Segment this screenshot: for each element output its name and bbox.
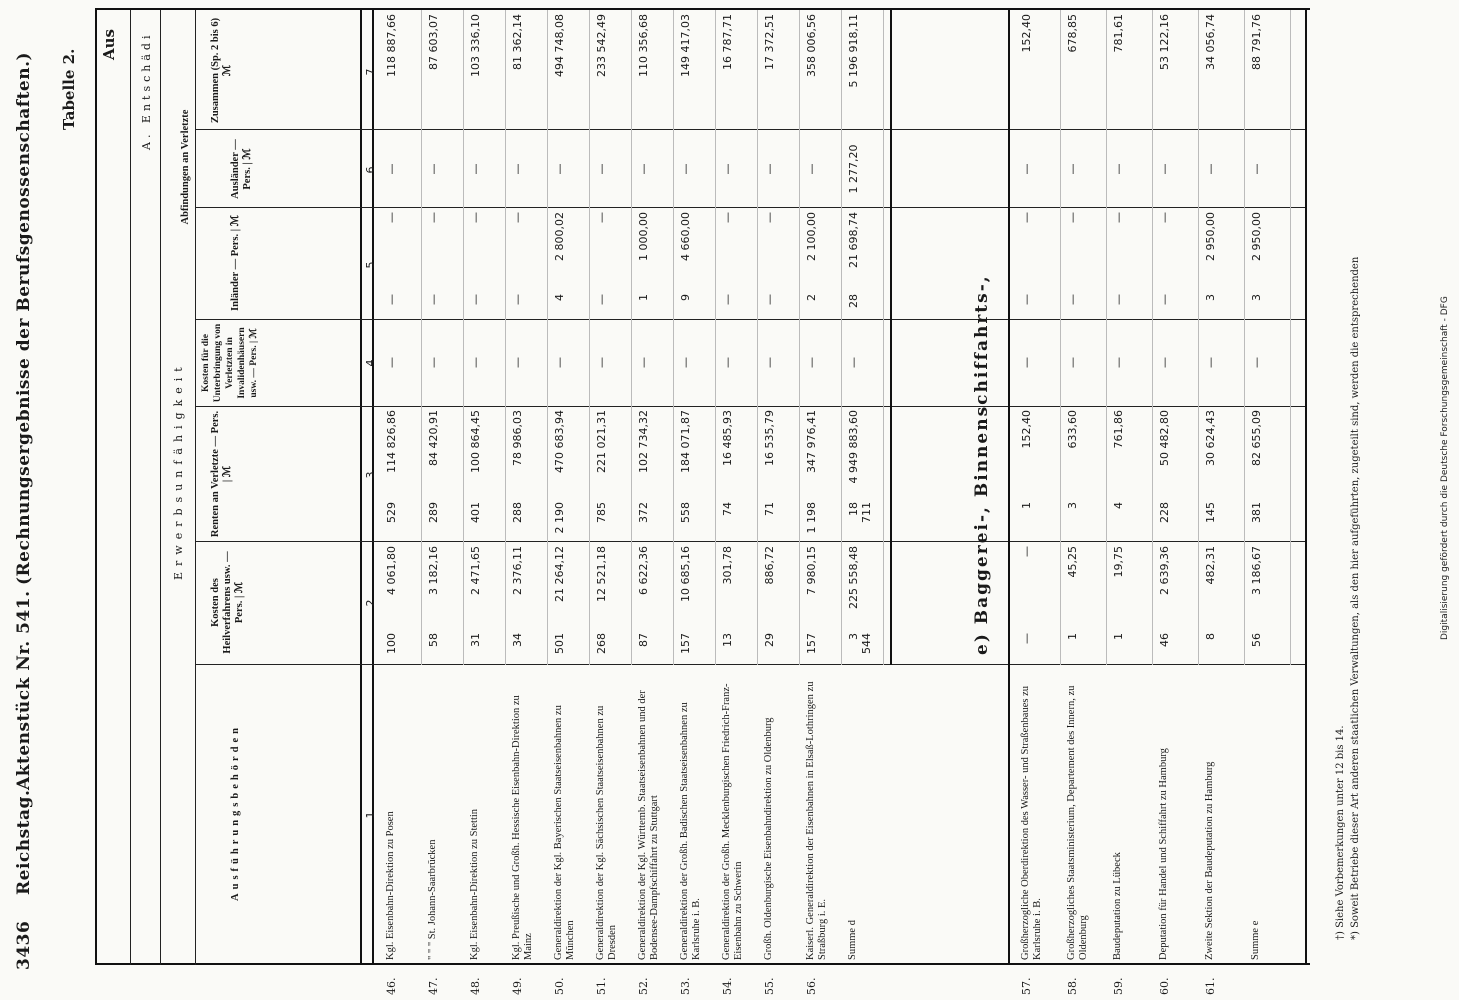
cell-c3-persons: 785 (595, 502, 608, 523)
cell-c5-persons: 2 (805, 294, 818, 301)
cell-c7-total: 358 006,56 (805, 14, 818, 77)
row-authority-name: Großherzogliche Oberdirektion des Wasser- und Straßenbaues zu Karlsruhe i. B. (1020, 686, 1043, 960)
cell-c6: — (1066, 163, 1079, 175)
cell-c7-total: 110 356,68 (637, 14, 650, 77)
cell-c6: — (805, 163, 818, 175)
cell-c2-amount: 19,75 (1112, 546, 1125, 578)
cell-c5-persons: 3 (1204, 294, 1217, 301)
cell-c5-persons: — (427, 294, 440, 305)
cell-c5-amount: — (595, 212, 608, 223)
row-number: 59. (1112, 977, 1125, 995)
cell-c5-amount: — (1020, 212, 1033, 223)
cell-c2-amount: 301,78 (721, 546, 734, 585)
cell-c3-amount: 470 683,94 (553, 410, 566, 473)
cell-c7-total: 87 603,07 (427, 14, 440, 70)
cell-c6: — (595, 163, 608, 175)
row-authority-name: Generaldirektion der Großh. Badischen Staatseisenbahnen zu Karlsruhe i. B. (679, 702, 702, 960)
row-authority-name: Kgl. Eisenbahn-Direktion zu Stettin (469, 808, 480, 960)
cell-c5-amount: 2 800,02 (553, 212, 566, 261)
cell-c5-amount: — (511, 212, 524, 223)
cell-c6: — (1158, 163, 1171, 175)
cell-c2-amount: 12 521,18 (595, 546, 608, 602)
cell-c6: — (553, 163, 566, 175)
cell-c2-amount: 45,25 (1066, 546, 1079, 578)
cell-c7-total: 118 887,66 (385, 14, 398, 77)
section-aus: Aus (100, 29, 118, 60)
row-number: 61. (1204, 977, 1217, 995)
cell-c7-total: 781,61 (1112, 14, 1125, 53)
col-4-header: Kosten für die Unterbringung von Verletzten in Invalidenhäusern usw. — Pers. | ℳ (201, 323, 259, 403)
cell-c3-amount: 50 482,80 (1158, 410, 1171, 466)
cell-c3-amount: 78 986,03 (511, 410, 524, 466)
cell-c2-amount: — (1020, 546, 1033, 557)
row-divider (715, 10, 716, 665)
row-divider (1106, 10, 1107, 665)
cell-c3-amount: 184 071,87 (679, 410, 692, 473)
cell-c4: — (679, 357, 692, 368)
col-index-4: 4 (364, 359, 377, 367)
cell-c6: 1 277,20 (847, 144, 860, 194)
cell-c5-amount: — (1158, 212, 1171, 223)
row-authority-name: Summe d (847, 920, 858, 960)
row-divider (1290, 10, 1291, 665)
cell-c3-persons: 1 198 (805, 502, 818, 534)
cell-c6: — (1020, 163, 1033, 175)
cell-c2-persons: 1 (1066, 633, 1079, 640)
cell-c2-persons: 100 (385, 633, 398, 654)
cell-c2-amount: 6 622,36 (637, 546, 650, 595)
cell-c2-amount: 3 182,16 (427, 546, 440, 595)
cell-c4: — (847, 357, 860, 368)
cell-c5-persons: — (763, 294, 776, 305)
row-divider (421, 10, 422, 665)
cell-c6: — (679, 163, 692, 175)
cell-c3-amount: 100 864,45 (469, 410, 482, 473)
cell-c5-amount: — (763, 212, 776, 223)
cell-c2-amount: 2 471,65 (469, 546, 482, 595)
cell-c5-persons: — (721, 294, 734, 305)
cell-c3-amount: 82 655,09 (1250, 410, 1263, 466)
section-erwerb: Erwerbsunfähigkeit (172, 361, 185, 580)
col-index-6: 6 (364, 166, 377, 174)
cell-c4: — (637, 357, 650, 368)
row-authority-name: Großherzogliches Staatsministerium, Departement des Innern, zu Oldenburg (1066, 685, 1089, 960)
cell-c3-persons: 4 (1112, 502, 1125, 509)
cell-c3-persons: 558 (679, 502, 692, 523)
cell-c3-amount: 152,40 (1020, 410, 1033, 449)
cell-c7-total: 233 542,49 (595, 14, 608, 77)
cell-c3-persons: 3 (1066, 502, 1079, 509)
cell-c4: — (595, 357, 608, 368)
cell-c5-persons: — (1066, 294, 1079, 305)
cell-c3-amount: 84 420,91 (427, 410, 440, 466)
cell-c7-total: 81 362,14 (511, 14, 524, 70)
cell-c3-persons: 145 (1204, 502, 1217, 523)
row-number: 56. (805, 977, 818, 995)
row-divider (505, 10, 506, 665)
row-divider (1152, 10, 1153, 665)
cell-c2-persons: 29 (763, 633, 776, 647)
cell-c2-amount: 7 980,15 (805, 546, 818, 595)
row-authority-name: Großh. Oldenburgische Eisenbahndirektion zu Oldenburg (763, 717, 774, 960)
cell-c3-amount: 633,60 (1066, 410, 1079, 449)
cell-c6: — (1112, 163, 1125, 175)
row-divider (757, 10, 758, 665)
row-authority-name: Summe e (1250, 920, 1261, 960)
cell-c2-persons: 157 (805, 633, 818, 654)
cell-c7-total: 34 056,74 (1204, 14, 1217, 70)
cell-c3-amount: 114 826,86 (385, 410, 398, 473)
cell-c7-total: 152,40 (1020, 14, 1033, 53)
cell-c2-persons: — (1020, 633, 1033, 644)
cell-c3-amount: 4 949 883,60 (847, 410, 860, 484)
cell-c5-persons: — (511, 294, 524, 305)
cell-c2-amount: 886,72 (763, 546, 776, 585)
row-number: 60. (1158, 977, 1171, 995)
cell-c5-amount: 4 660,00 (679, 212, 692, 261)
cell-c5-amount: 1 000,00 (637, 212, 650, 261)
row-divider (1244, 10, 1245, 665)
cell-c3-persons: 2 190 (553, 502, 566, 534)
page-number: 3436 (14, 920, 34, 970)
row-divider (631, 10, 632, 665)
cell-c5-amount: — (385, 212, 398, 223)
row-divider (463, 10, 464, 665)
cell-c5-amount: — (469, 212, 482, 223)
cell-c3-persons: 372 (637, 502, 650, 523)
cell-c5-persons: — (1020, 294, 1033, 305)
col-index-1: 1 (364, 811, 377, 819)
row-divider (1198, 10, 1199, 665)
cell-c4: — (1066, 357, 1079, 368)
header-aktenstueck: Aktenstück Nr. 541. (14, 590, 34, 790)
col-5-header: Inländer — Pers. | ℳ (230, 215, 241, 311)
dfg-watermark: Digitalisierung gefördert durch die Deutsche Forschungsgemeinschaft - DFG (1440, 296, 1450, 640)
cell-c2-amount: 4 061,80 (385, 546, 398, 595)
row-authority-name: Kgl. Eisenbahn-Direktion zu Posen (385, 811, 396, 960)
cell-c6: — (427, 163, 440, 175)
cell-c6: — (637, 163, 650, 175)
cell-c5-amount: — (1066, 212, 1079, 223)
cell-c6: — (1250, 163, 1263, 175)
cell-c7-total: 149 417,03 (679, 14, 692, 77)
cell-c5-persons: 1 (637, 294, 650, 301)
cell-c3-persons: 529 (385, 502, 398, 523)
cell-c4: — (1112, 357, 1125, 368)
cell-c4: — (805, 357, 818, 368)
cell-c2-amount: 2 639,36 (1158, 546, 1171, 595)
cell-c3-persons: 1 (1020, 502, 1033, 509)
cell-c3-persons: 228 (1158, 502, 1171, 523)
cell-c3-amount: 102 734,32 (637, 410, 650, 473)
col-2-header: Kosten des Heilverfahrens usw. — Pers. | ℳ (210, 551, 245, 654)
cell-c4: — (469, 357, 482, 368)
row-divider (673, 10, 674, 665)
cell-c5-amount: — (721, 212, 734, 223)
cell-c4: — (553, 357, 566, 368)
cell-c5-amount: — (1112, 212, 1125, 223)
cell-c2-amount: 3 186,67 (1250, 546, 1263, 595)
cell-c6: — (1204, 163, 1217, 175)
cell-c4: — (511, 357, 524, 368)
col-3-header: Renten an Verletzte — Pers. | ℳ (210, 410, 233, 538)
cell-c5-persons: 4 (553, 294, 566, 301)
cell-c4: — (1250, 357, 1263, 368)
cell-c4: — (763, 357, 776, 368)
cell-c2-persons: 13 (721, 633, 734, 647)
section-a: A. Entschädi (140, 31, 153, 150)
cell-c2-persons: 87 (637, 633, 650, 647)
cell-c7-total: 88 791,76 (1250, 14, 1263, 70)
cell-c6: — (469, 163, 482, 175)
cell-c6: — (763, 163, 776, 175)
cell-c5-persons: 28 (847, 294, 860, 308)
row-authority-name: Baudeputation zu Lübeck (1112, 852, 1123, 960)
row-authority-name: Generaldirektion der Kgl. Bayerischen Staatseisenbahnen zu München (553, 705, 576, 960)
cell-c3-persons: 289 (427, 502, 440, 523)
row-authority-name: Kgl. Preußische und Großh. Hessische Eisenbahn-Direktion zu Mainz (511, 695, 534, 960)
cell-c2-persons: 8 (1204, 633, 1217, 640)
cell-c7-total: 678,85 (1066, 14, 1079, 53)
row-authority-name: Generaldirektion der Kgl. Sächsischen Staatseisenbahnen zu Dresden (595, 705, 618, 960)
header-title: (Rechnungsergebnisse der Berufsgenossenschaften.) (14, 51, 34, 585)
row-number: 51. (595, 977, 608, 995)
row-number: 58. (1066, 977, 1079, 995)
row-divider (841, 10, 842, 665)
row-divider (547, 10, 548, 665)
row-authority-name: Generaldirektion der Kgl. Württemb. Staatseisenbahnen und der Bodensee-Dampfschiffahrt zu Stuttgart (637, 690, 660, 960)
footnote-1: †) Siehe Vorbemerkungen unter 12 bis 14. (1335, 725, 1346, 940)
cell-c3-amount: 30 624,43 (1204, 410, 1217, 466)
cell-c3-amount: 221 021,31 (595, 410, 608, 473)
row-divider (799, 10, 800, 665)
cell-c2-amount: 482,31 (1204, 546, 1217, 585)
cell-c7-total: 16 787,71 (721, 14, 734, 70)
cell-c2-persons: 268 (595, 633, 608, 654)
cell-c2-persons: 58 (427, 633, 440, 647)
col-1-header: Ausführungsbehörden (230, 724, 241, 901)
cell-c3-persons: 74 (721, 502, 734, 516)
row-number: 52. (637, 977, 650, 995)
header-reichstag: Reichstag. (14, 789, 34, 895)
row-number: 57. (1020, 977, 1033, 995)
row-number: 49. (511, 977, 524, 995)
cell-c4: — (1020, 357, 1033, 368)
cell-c3-persons: 18 711 (847, 502, 873, 523)
table-label: Tabelle 2. (60, 48, 78, 130)
cell-c7-total: 5 196 918,11 (847, 14, 860, 88)
cell-c2-amount: 10 685,16 (679, 546, 692, 602)
cell-c6: — (511, 163, 524, 175)
cell-c4: — (385, 357, 398, 368)
cell-c3-amount: 761,86 (1112, 410, 1125, 449)
cell-c5-persons: — (1158, 294, 1171, 305)
col-index-7: 7 (364, 68, 377, 76)
col-index-3: 3 (364, 471, 377, 479)
col-index-2: 2 (364, 599, 377, 607)
cell-c5-amount: — (427, 212, 440, 223)
row-divider (883, 10, 884, 665)
row-number: 55. (763, 977, 776, 995)
cell-c5-persons: 9 (679, 294, 692, 301)
cell-c7-total: 53 122,16 (1158, 14, 1171, 70)
cell-c3-persons: 401 (469, 502, 482, 523)
col-6-header: Ausländer — Pers. | ℳ (230, 139, 253, 199)
row-authority-name: Zweite Sektion der Baudeputation zu Hamburg (1204, 761, 1215, 960)
cell-c5-amount: 21 698,74 (847, 212, 860, 268)
cell-c3-amount: 347 976,41 (805, 410, 818, 473)
cell-c2-persons: 56 (1250, 633, 1263, 647)
cell-c6: — (385, 163, 398, 175)
row-number: 46. (385, 977, 398, 995)
cell-c3-amount: 16 485,93 (721, 410, 734, 466)
cell-c5-persons: — (469, 294, 482, 305)
col-7-header: Zusammen (Sp. 2 bis 6) ℳ (210, 17, 233, 124)
cell-c7-total: 494 748,08 (553, 14, 566, 77)
cell-c2-amount: 2 376,11 (511, 546, 524, 595)
cell-c3-amount: 16 535,79 (763, 410, 776, 466)
row-divider (589, 10, 590, 665)
row-divider (1060, 10, 1061, 665)
cell-c2-persons: 34 (511, 633, 524, 647)
row-authority-name: Generaldirektion der Großh. Mecklenburgischen Friedrich-Franz-Eisenbahn zu Schwerin (721, 683, 744, 960)
row-number: 54. (721, 977, 734, 995)
cell-c4: — (1204, 357, 1217, 368)
cell-c2-persons: 3 544 (847, 633, 873, 654)
row-number: 50. (553, 977, 566, 995)
cell-c5-persons: — (385, 294, 398, 305)
cell-c5-amount: 2 950,00 (1204, 212, 1217, 261)
cell-c7-total: 17 372,51 (763, 14, 776, 70)
cell-c2-amount: 21 264,12 (553, 546, 566, 602)
col-index-5: 5 (364, 261, 377, 269)
row-authority-name: Deputation für Handel und Schiffahrt zu Hamburg (1158, 748, 1169, 960)
cell-c5-amount: 2 100,00 (805, 212, 818, 261)
row-authority-name: " " " St. Johann-Saarbrücken (427, 839, 438, 960)
section-e-heading: e) Baggerei-, Binnenschiffahrts-, (972, 274, 992, 655)
cell-c5-persons: — (1112, 294, 1125, 305)
cell-c2-persons: 1 (1112, 633, 1125, 640)
cell-c7-total: 103 336,10 (469, 14, 482, 77)
cell-c4: — (721, 357, 734, 368)
cell-c2-persons: 46 (1158, 633, 1171, 647)
row-number: 53. (679, 977, 692, 995)
row-number: 47. (427, 977, 440, 995)
cell-c6: — (721, 163, 734, 175)
cell-c3-persons: 288 (511, 502, 524, 523)
col-5-6-group-header: Abfindungen an Verletzte (180, 109, 191, 225)
cell-c5-amount: 2 950,00 (1250, 212, 1263, 261)
cell-c3-persons: 71 (763, 502, 776, 516)
cell-c4: — (427, 357, 440, 368)
cell-c2-persons: 157 (679, 633, 692, 654)
cell-c4: — (1158, 357, 1171, 368)
row-number: 48. (469, 977, 482, 995)
cell-c3-persons: 381 (1250, 502, 1263, 523)
cell-c2-persons: 31 (469, 633, 482, 647)
cell-c5-persons: 3 (1250, 294, 1263, 301)
cell-c5-persons: — (595, 294, 608, 305)
cell-c2-persons: 501 (553, 633, 566, 654)
row-authority-name: Kaiserl. Generaldirektion der Eisenbahnen in Elsaß-Lothringen zu Straßburg i. E. (805, 681, 828, 960)
cell-c2-amount: 225 558,48 (847, 546, 860, 609)
footnote-2: *) Soweit Betriebe dieser Art anderen staatlichen Verwaltungen, als den hier aufgeführten, zugeteilt sind, werden die entsprechenden (1350, 256, 1361, 940)
